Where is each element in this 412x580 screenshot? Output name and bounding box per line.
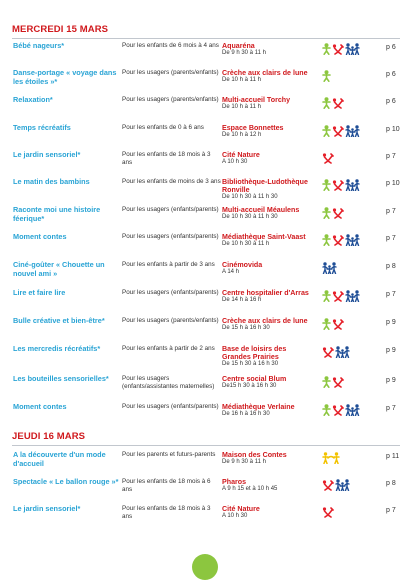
page-ref: p 8 (386, 263, 396, 270)
event-audience: Pour les usagers (enfants/parents) (122, 206, 219, 213)
event-time: De 10 h à 12 h (222, 132, 262, 139)
event-time: De15 h 30 à 16 h 30 (222, 383, 277, 390)
event-title: Temps récréatifs (13, 123, 71, 132)
family-icon (345, 404, 361, 421)
stroller-icon (332, 234, 345, 251)
age-icons (322, 404, 382, 416)
baby-icon (322, 404, 332, 421)
venue-name: Crèche aux clairs de lune (222, 69, 308, 77)
age-icons (322, 262, 382, 274)
baby-icon (322, 97, 332, 114)
venue-name: Aquaréna (222, 42, 255, 50)
event-time: A 10 h 30 (222, 513, 248, 520)
page-ref: p 9 (386, 347, 396, 354)
page-ref: p 6 (386, 71, 396, 78)
stroller-icon (332, 207, 345, 224)
event-location (222, 317, 317, 333)
event-title: Moment contes (13, 402, 67, 411)
stroller-icon (332, 318, 345, 335)
event-time: De 9 h 30 à 11 h (222, 50, 266, 57)
age-icons (322, 452, 382, 464)
baby-icon (322, 376, 332, 393)
venue-name: Centre social Blum (222, 375, 287, 383)
page-badge (192, 554, 218, 580)
stroller-icon (322, 479, 335, 496)
event-location (222, 151, 317, 167)
age-icons (322, 376, 382, 388)
baby-icon (322, 43, 332, 60)
stroller-icon (332, 179, 345, 196)
event-audience: Pour les enfants de 18 mois à 3 ans (122, 505, 211, 520)
venue-name: Cinémovida (222, 261, 263, 269)
age-icons (322, 234, 382, 246)
event-audience: Pour les usagers (parents/enfants) (122, 96, 219, 103)
event-title: Raconte moi une histoire féerique* (13, 205, 101, 223)
event-title: Moment contes (13, 232, 67, 241)
event-location (222, 289, 317, 305)
event-audience: Pour les usagers (enfants/parents) (122, 233, 219, 240)
event-audience: Pour les enfants à partir de 3 ans (122, 261, 215, 268)
day-header (12, 24, 400, 39)
venue-name: Pharos (222, 478, 247, 486)
event-title: Ciné-goûter « Chouette un nouvel ami » (13, 260, 105, 278)
event-time: De 10 h 30 à 11 h 30 (222, 214, 278, 221)
event-title: Le jardin sensoriel* (13, 504, 81, 513)
event-title: Relaxation* (13, 95, 53, 104)
baby-icon (322, 179, 332, 196)
page-ref: p 8 (386, 480, 396, 487)
venue-name: Médiathèque Verlaine (222, 403, 295, 411)
event-location (222, 178, 317, 202)
venue-name: Bibliothèque-Ludothèque Ronville (222, 178, 308, 195)
event-time: A 14 h (222, 269, 240, 276)
page-ref: p 10 (386, 126, 400, 133)
family-icon (345, 125, 361, 142)
event-audience: Pour les enfants de 0 à 6 ans (122, 124, 204, 131)
parents-icon (322, 452, 341, 469)
event-location (222, 42, 317, 58)
event-time: De 16 h à 16 h 30 (222, 411, 270, 418)
event-audience: Pour les enfants à partir de 2 ans (122, 345, 215, 352)
event-location (222, 403, 317, 419)
venue-name: Multi-accueil Torchy (222, 96, 291, 104)
family-icon (335, 346, 351, 363)
stroller-icon (332, 404, 345, 421)
page-ref: p 7 (386, 405, 396, 412)
event-title: Le matin des bambins (13, 177, 90, 186)
page-ref: p 11 (386, 453, 400, 460)
baby-icon (322, 234, 332, 251)
baby-icon (322, 318, 332, 335)
event-location (222, 478, 317, 494)
page-ref: p 6 (386, 98, 396, 105)
age-icons (322, 97, 382, 109)
age-icons (322, 179, 382, 191)
family-icon (345, 234, 361, 251)
stroller-icon (332, 290, 345, 307)
age-icons (322, 318, 382, 330)
event-location (222, 69, 317, 85)
event-time: De 10 h à 11 h (222, 104, 261, 111)
event-time: De 9 h 30 à 11 h (222, 459, 266, 466)
stroller-icon (332, 97, 345, 114)
family-icon (335, 479, 351, 496)
event-time: De 15 h 30 à 16 h 30 (222, 361, 279, 368)
family-icon (322, 262, 338, 279)
venue-name: Multi-accueil Méaulens (222, 206, 300, 214)
family-icon (345, 290, 361, 307)
page-ref: p 7 (386, 291, 396, 298)
event-title: A la découverte d'un mode d'accueil (13, 450, 106, 468)
event-title: Les mercredis récréatifs* (13, 344, 101, 353)
stroller-icon (322, 506, 335, 523)
event-time: De 10 h 30 à 11 h (222, 241, 270, 248)
event-title: Bébé nageurs* (13, 41, 65, 50)
venue-name: Cité Nature (222, 505, 260, 513)
event-title: Les bouteilles sensorielles* (13, 374, 109, 383)
event-time: De 14 h à 16 h (222, 297, 262, 304)
event-location (222, 233, 317, 249)
page-ref: p 9 (386, 377, 396, 384)
event-time: De 10 h à 11 h (222, 77, 261, 84)
stroller-icon (322, 152, 335, 169)
baby-icon (322, 207, 332, 224)
event-title: Le jardin sensoriel* (13, 150, 81, 159)
event-audience: Pour les enfants de moins de 3 ans (122, 178, 221, 185)
stroller-icon (332, 43, 345, 60)
event-location (222, 451, 317, 467)
page-ref: p 7 (386, 235, 396, 242)
event-audience: Pour les usagers (enfants/parents) (122, 289, 219, 296)
age-icons (322, 207, 382, 219)
venue-name: Centre hospitalier d'Arras (222, 289, 309, 297)
age-icons (322, 125, 382, 137)
stroller-icon (332, 125, 345, 142)
event-location (222, 206, 317, 222)
page-ref: p 9 (386, 319, 396, 326)
venue-name: Crèche aux clairs de lune (222, 317, 308, 325)
page-ref: p 7 (386, 208, 396, 215)
venue-name: Médiathèque Saint-Vaast (222, 233, 306, 241)
age-icons (322, 43, 382, 55)
event-location (222, 124, 317, 140)
page-ref: p 7 (386, 507, 396, 514)
event-time: A 9 h 15 et à 10 h 45 (222, 486, 278, 493)
event-location (222, 505, 317, 521)
page-ref: p 7 (386, 153, 396, 160)
event-time: De 10 h 30 à 11 h 30 (222, 194, 278, 201)
event-audience: Pour les usagers (enfants/parents) (122, 403, 219, 410)
baby-icon (322, 125, 332, 142)
event-audience: Pour les usagers (enfants/assistantes maternelles) (122, 375, 215, 390)
event-title: Danse-portage « voyage dans les étoiles »* (13, 68, 117, 86)
family-icon (345, 179, 361, 196)
event-audience: Pour les parents et futurs-parents (122, 451, 216, 458)
event-audience: Pour les enfants de 6 mois à 4 ans (122, 42, 219, 49)
day-title: MERCREDI 15 MARS (12, 24, 109, 35)
event-audience: Pour les usagers (parents/enfants) (122, 69, 219, 76)
day-title: JEUDI 16 MARS (12, 431, 86, 442)
stroller-icon (322, 346, 335, 363)
age-icons (322, 506, 382, 518)
venue-name: Espace Bonnettes (222, 124, 284, 132)
page-ref: p 10 (386, 180, 400, 187)
venue-name: Maison des Contes (222, 451, 287, 459)
event-audience: Pour les enfants de 18 mois à 3 ans (122, 151, 211, 166)
day-header (12, 431, 400, 446)
event-location (222, 345, 317, 369)
baby-icon (322, 290, 332, 307)
event-audience: Pour les enfants de 18 mois à 6 ans (122, 478, 211, 493)
event-title: Lire et faire lire (13, 288, 66, 297)
event-time: De 15 h à 16 h 30 (222, 325, 270, 332)
age-icons (322, 290, 382, 302)
page-ref: p 6 (386, 44, 396, 51)
venue-name: Base de loisirs des Grandes Prairies (222, 345, 287, 362)
event-time: A 10 h 30 (222, 159, 248, 166)
age-icons (322, 70, 382, 82)
event-location (222, 96, 317, 112)
event-title: Spectacle « Le ballon rouge »* (13, 477, 119, 486)
venue-name: Cité Nature (222, 151, 260, 159)
event-audience: Pour les usagers (parents/enfants) (122, 317, 219, 324)
stroller-icon (332, 376, 345, 393)
event-title: Bulle créative et bien-être* (13, 316, 105, 325)
baby-icon (322, 70, 332, 87)
age-icons (322, 479, 382, 491)
event-location (222, 375, 317, 391)
age-icons (322, 152, 382, 164)
age-icons (322, 346, 382, 358)
family-icon (345, 43, 361, 60)
event-location (222, 261, 317, 277)
